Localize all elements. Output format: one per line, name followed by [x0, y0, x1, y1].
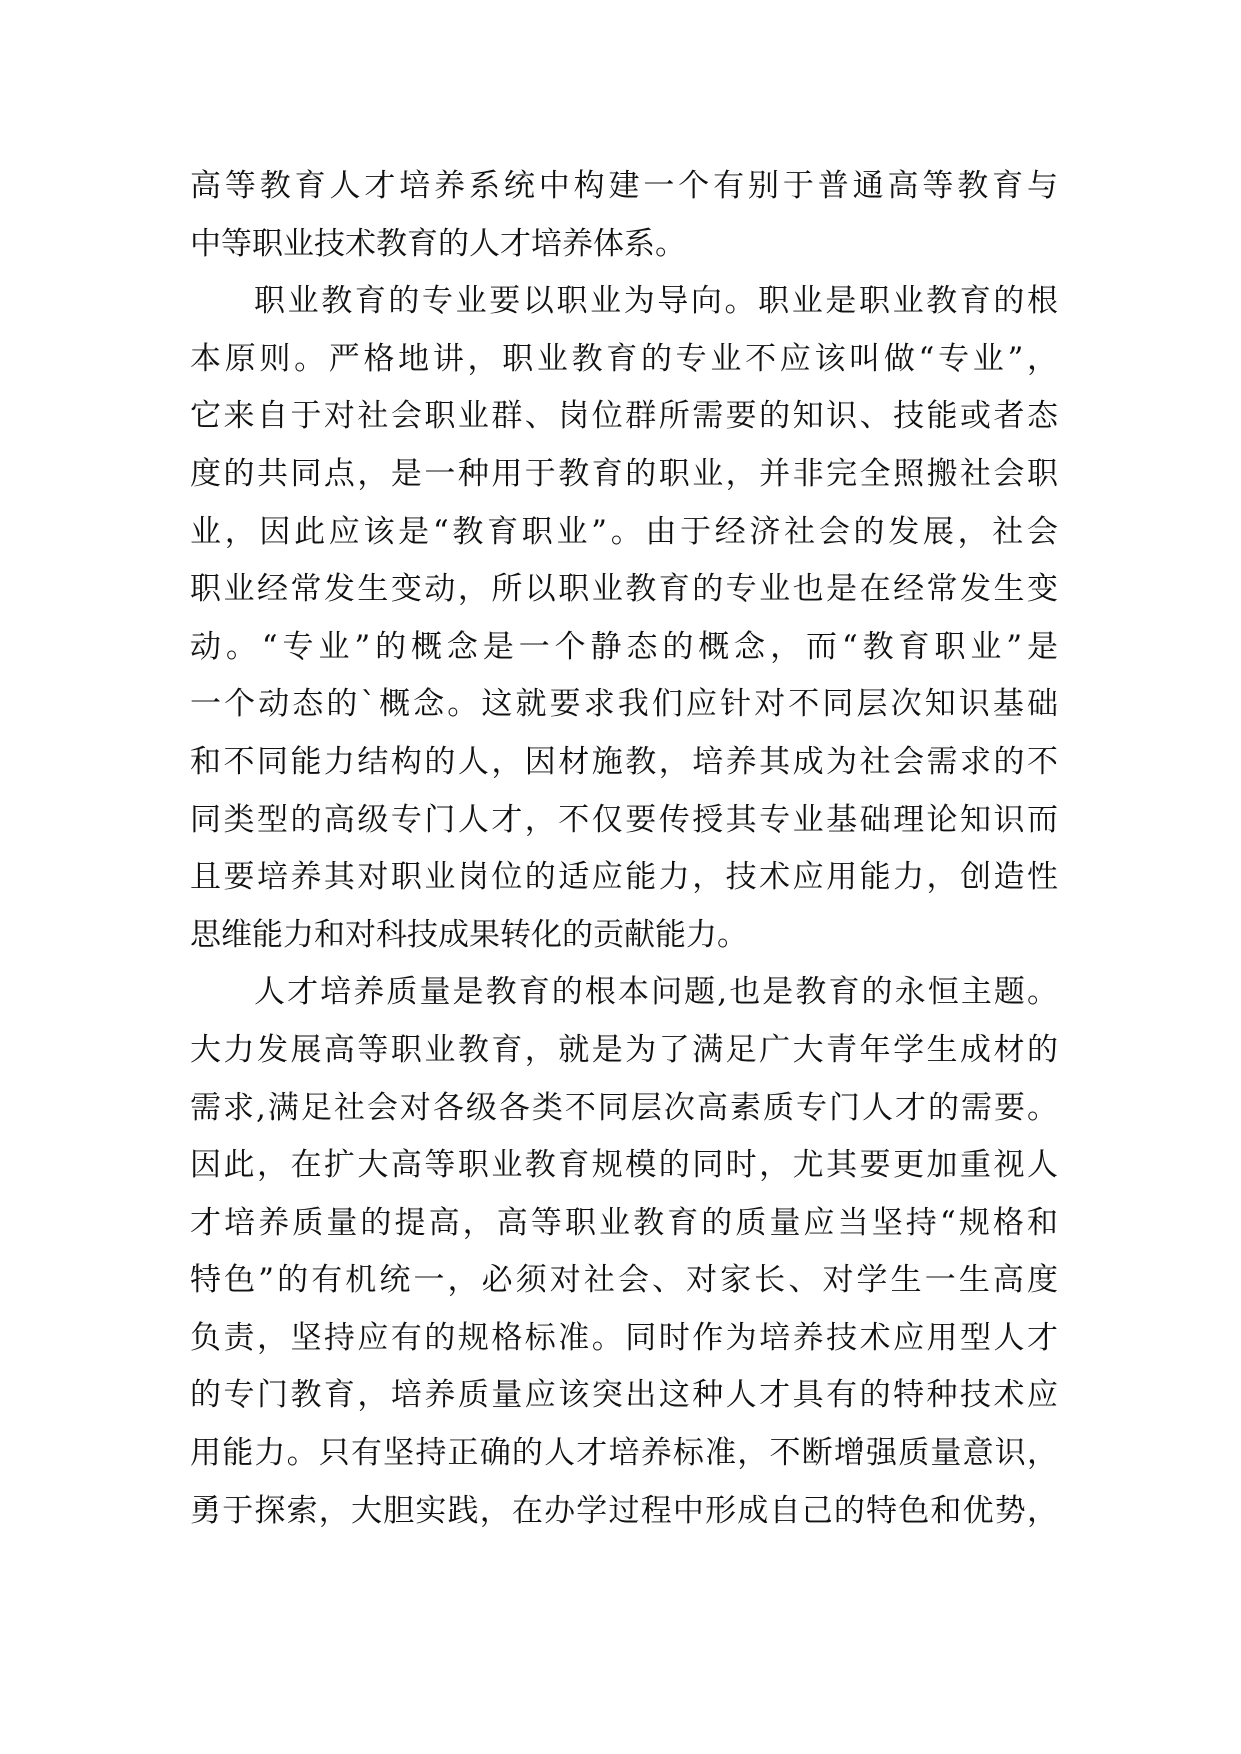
text-line: 同类型的高级专门人才，不仅要传授其专业基础理论知识而: [190, 801, 1058, 838]
text-line: 负责，坚持应有的规格标准。同时作为培养技术应用型人才: [190, 1319, 1058, 1356]
text-line: 度的共同点，是一种用于教育的职业，并非完全照搬社会职: [190, 455, 1058, 492]
text-line: 本原则。严格地讲，职业教育的专业不应该叫做“专业”，: [190, 340, 1058, 377]
text-line: 职业教育的专业要以职业为导向。职业是职业教育的根: [254, 283, 1058, 320]
text-line: 特色”的有机统一，必须对社会、对家长、对学生一生高度: [190, 1262, 1058, 1299]
text-line: 勇于探索，大胆实践，在办学过程中形成自己的特色和优势，: [190, 1492, 1058, 1529]
text-line: 才培养质量的提高，高等职业教育的质量应当坚持“规格和: [190, 1204, 1058, 1241]
text-line: 需求,满足社会对各级各类不同层次高素质专门人才的需要。: [190, 1089, 1058, 1126]
paragraph-2: [190, 273, 1058, 964]
text-line: 人才培养质量是教育的根本问题,也是教育的永恒主题。: [254, 974, 1058, 1011]
text-line: 且要培养其对职业岗位的适应能力，技术应用能力，创造性: [190, 859, 1058, 896]
paragraph-3: [190, 964, 1058, 1540]
paragraph-1: [190, 158, 1058, 273]
text-line: 职业经常发生变动，所以职业教育的专业也是在经常发生变: [190, 571, 1058, 608]
text-line: 思维能力和对科技成果转化的贡献能力。: [190, 916, 748, 953]
text-line: 大力发展高等职业教育，就是为了满足广大青年学生成材的: [190, 1031, 1058, 1068]
text-line: 一个动态的`概念。这就要求我们应针对不同层次知识基础: [190, 686, 1058, 723]
text-line: 高等教育人才培养系统中构建一个有别于普通高等教育与: [190, 168, 1058, 204]
text-line: 动。“专业”的概念是一个静态的概念，而“教育职业”是: [190, 628, 1058, 665]
document-body: [190, 158, 1058, 1540]
text-line: 它来自于对社会职业群、岗位群所需要的知识、技能或者态: [190, 398, 1058, 435]
text-line: 和不同能力结构的人，因材施教，培养其成为社会需求的不: [190, 743, 1058, 780]
text-line: 因此，在扩大高等职业教育规模的同时，尤其要更加重视人: [190, 1147, 1058, 1184]
text-line: 业，因此应该是“教育职业”。由于经济社会的发展，社会: [190, 513, 1058, 550]
text-line: 中等职业技术教育的人才培养体系。: [190, 225, 686, 262]
text-line: 用能力。只有坚持正确的人才培养标准，不断增强质量意识，: [190, 1435, 1058, 1472]
text-line: 的专门教育，培养质量应该突出这种人才具有的特种技术应: [190, 1377, 1058, 1414]
